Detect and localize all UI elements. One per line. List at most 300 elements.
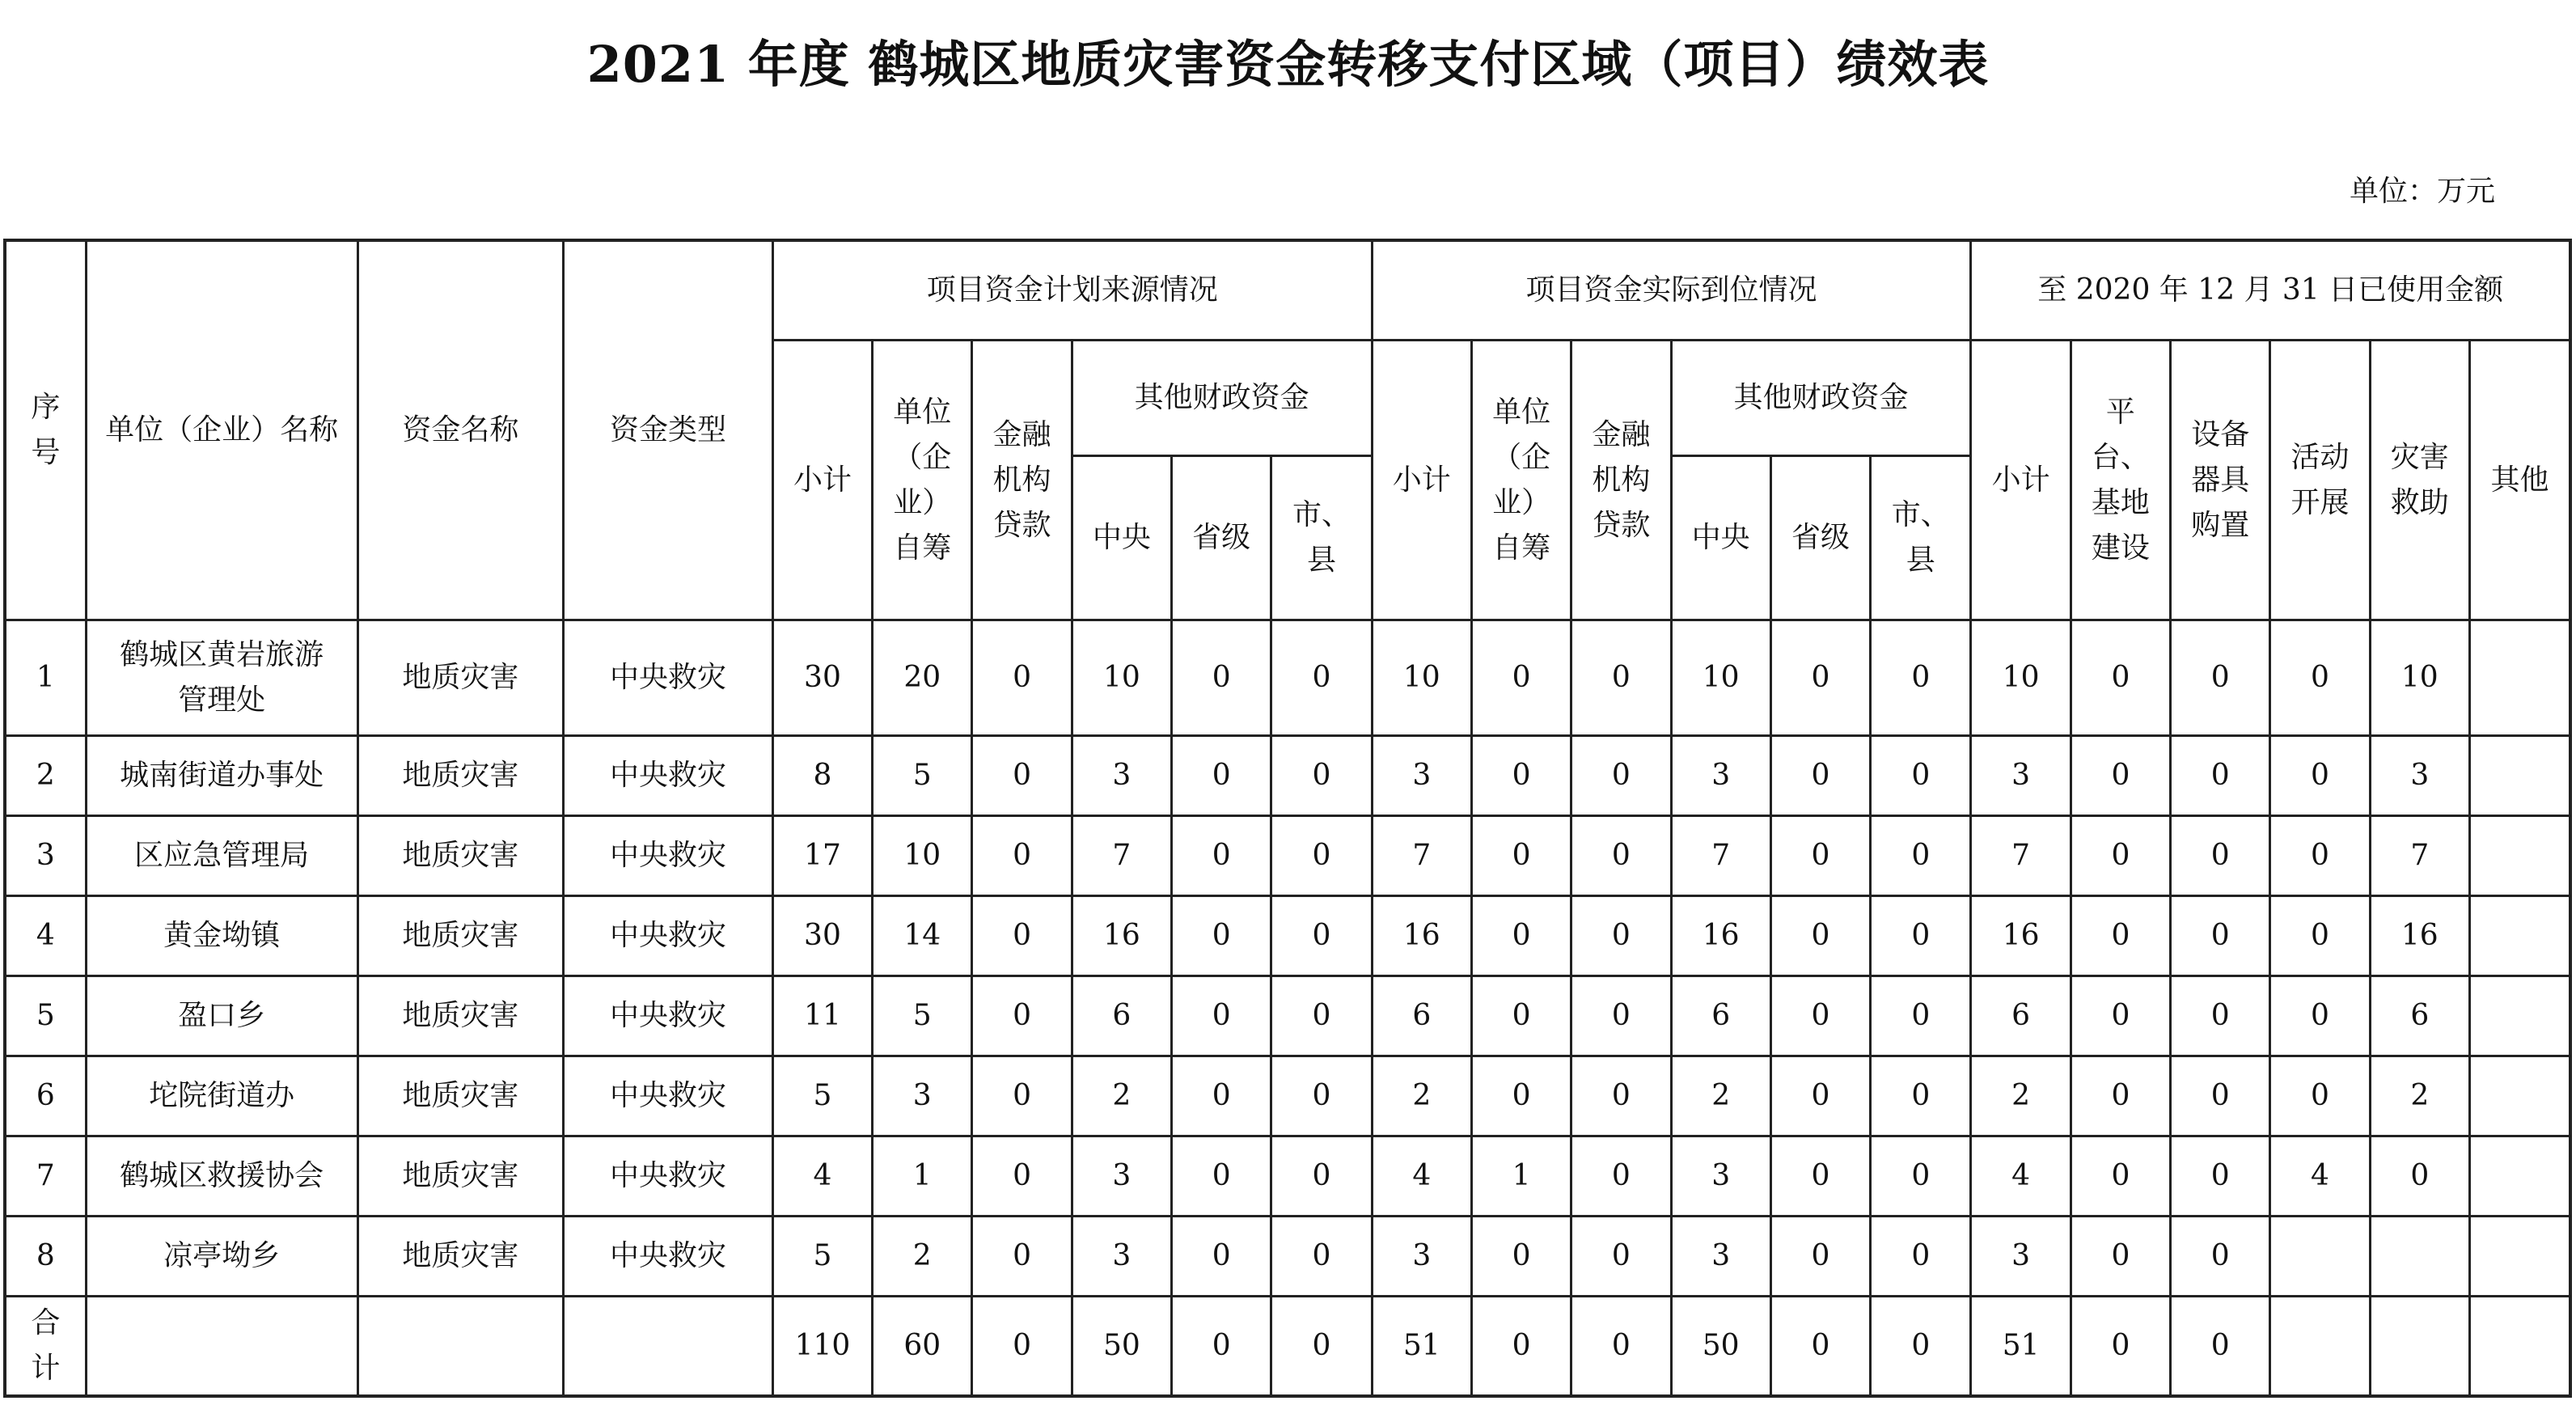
cell-total-value [2071, 1297, 2170, 1397]
cell-value-text: 17 [804, 839, 841, 872]
cell-value-text: 0 [2111, 999, 2130, 1032]
cell-unit-name [86, 976, 357, 1056]
cell-value-text: 0 [2111, 1159, 2130, 1192]
header-actual-central: 中央 [1671, 456, 1770, 620]
cell-total-value [873, 1297, 972, 1397]
cell-total-value [2171, 1297, 2270, 1397]
cell-value [2370, 1136, 2469, 1217]
cell-value-text: 0 [2311, 839, 2329, 872]
cell-value-text: 10 [2400, 661, 2439, 694]
cell-total-value [1571, 1297, 1671, 1397]
cell-value-text: 0 [1911, 1159, 1931, 1192]
cell-value [1971, 1136, 2071, 1217]
cell-value [1770, 620, 1870, 736]
table-row [5, 816, 2570, 896]
cell-unit-name-text: 鹤城区黄岩旅游 管理处 [120, 638, 324, 717]
cell-value [1871, 736, 1971, 816]
cell-value-text: 0 [1312, 919, 1331, 952]
cell-value [1372, 1136, 1471, 1217]
cell-value [2171, 976, 2270, 1056]
cell-value-text: 0 [1212, 919, 1231, 952]
cell-value-text: 4 [1412, 1159, 1432, 1192]
cell-value [1372, 816, 1471, 896]
cell-value [2071, 976, 2170, 1056]
cell-value [2171, 1136, 2270, 1217]
cell-value [972, 620, 1072, 736]
cell-value-text: 5 [813, 1239, 832, 1272]
cell-value [772, 1217, 872, 1297]
cell-value-text: 3 [1711, 1239, 1731, 1272]
cell-value [1971, 620, 2071, 736]
total-row [5, 1297, 2570, 1397]
cell-unit-name-text: 坨院街道办 [149, 1079, 295, 1112]
cell-value-text: 6 [2410, 999, 2430, 1032]
cell-value [1372, 896, 1471, 976]
cell-value [2469, 976, 2570, 1056]
cell-value [1971, 976, 2071, 1056]
cell-total-value [1172, 1297, 1271, 1397]
cell-value [2071, 1056, 2170, 1136]
cell-value [1971, 896, 2071, 976]
cell-value-text: 0 [2210, 661, 2230, 694]
cell-value-text: 0 [1911, 661, 1931, 694]
cell-total-label-text: 合 计 [31, 1306, 61, 1385]
cell-fund-type [564, 1217, 773, 1297]
cell-seq [5, 1136, 86, 1217]
cell-value [1271, 1217, 1372, 1297]
cell-value [1471, 736, 1571, 816]
cell-value-text: 10 [1702, 661, 1740, 694]
cell-value [972, 896, 1072, 976]
cell-value [2270, 1056, 2370, 1136]
cell-seq-text: 2 [36, 759, 55, 792]
cell-value-text: 0 [1013, 919, 1031, 952]
header-group-used: 至 2020 年 12 月 31 日已使用金额 [1971, 240, 2570, 341]
cell-seq-text: 6 [36, 1079, 55, 1112]
cell-value [1072, 1136, 1171, 1217]
cell-value [1971, 1217, 2071, 1297]
cell-value-text: 0 [2410, 1159, 2430, 1192]
cell-unit-name [86, 620, 357, 736]
cell-value-text: 3 [2410, 759, 2430, 792]
cell-value-text: 4 [2311, 1159, 2329, 1192]
header-used-equipment: 设备 器具 购置 [2171, 341, 2270, 620]
cell-value-text: 0 [1212, 839, 1231, 872]
cell-value-text: 10 [1102, 661, 1140, 694]
table-row [5, 1136, 2570, 1217]
table-row [5, 1217, 2570, 1297]
cell-value [2171, 1217, 2270, 1297]
cell-value [1271, 816, 1372, 896]
cell-unit-name [86, 1297, 357, 1397]
cell-value-text: 0 [1811, 919, 1830, 952]
cell-value [1571, 1217, 1671, 1297]
cell-value [873, 896, 972, 976]
cell-value-text: 2 [2410, 1079, 2430, 1112]
cell-value [772, 1056, 872, 1136]
cell-fund-name-text: 地质灾害 [402, 1239, 519, 1272]
cell-value-text: 0 [2111, 759, 2130, 792]
cell-value [1571, 736, 1671, 816]
cell-value-text: 0 [2311, 661, 2329, 694]
cell-value [2071, 1136, 2170, 1217]
cell-total-value [972, 1297, 1072, 1397]
cell-value-text: 6 [1112, 999, 1131, 1032]
header-used-other: 其他 [2469, 341, 2570, 620]
cell-value [1072, 1056, 1171, 1136]
cell-value-text: 0 [1811, 1079, 1830, 1112]
cell-value-text: 6 [1711, 999, 1731, 1032]
cell-fund-type-text: 中央救灾 [609, 759, 726, 792]
unit-label: 单位：万元 [2349, 175, 2495, 208]
cell-value-text: 3 [2011, 1239, 2031, 1272]
cell-seq-text: 8 [36, 1239, 55, 1272]
cell-value [2270, 896, 2370, 976]
cell-fund-name-text: 地质灾害 [402, 919, 519, 952]
cell-value-text: 4 [2011, 1159, 2031, 1192]
cell-value [1871, 976, 1971, 1056]
cell-value-text: 3 [1711, 1159, 1731, 1192]
cell-value [1471, 896, 1571, 976]
cell-value [2171, 620, 2270, 736]
cell-fund-type-text: 中央救灾 [609, 1159, 726, 1192]
cell-value-text: 0 [1911, 999, 1931, 1032]
cell-value-text: 0 [1611, 1079, 1631, 1112]
cell-value [1471, 620, 1571, 736]
cell-value [1372, 1217, 1471, 1297]
header-actual-provincial: 省级 [1770, 456, 1870, 620]
cell-value-text: 0 [1911, 1079, 1931, 1112]
cell-value-text: 0 [1611, 999, 1631, 1032]
cell-fund-name-text: 地质灾害 [402, 1159, 519, 1192]
cell-unit-name [86, 1136, 357, 1217]
cell-value-text: 0 [2111, 1239, 2130, 1272]
cell-value-text: 0 [1312, 661, 1331, 694]
cell-value [2071, 736, 2170, 816]
cell-value-text: 3 [1711, 759, 1731, 792]
cell-value [1172, 1056, 1271, 1136]
cell-seq-text: 5 [36, 999, 55, 1032]
cell-total-value-text: 0 [1312, 1329, 1331, 1362]
cell-value-text: 16 [1402, 919, 1440, 952]
cell-value [772, 620, 872, 736]
cell-value-text: 5 [912, 999, 932, 1032]
cell-value [1671, 1217, 1770, 1297]
cell-seq-text: 7 [36, 1159, 55, 1192]
cell-unit-name-text: 鹤城区救援协会 [120, 1159, 324, 1192]
cell-value [2370, 976, 2469, 1056]
cell-value-text: 2 [912, 1239, 932, 1272]
cell-value-text: 3 [2011, 759, 2031, 792]
cell-value-text: 0 [1611, 661, 1631, 694]
cell-value-text: 0 [1911, 839, 1931, 872]
cell-value [772, 1136, 872, 1217]
cell-value [1770, 896, 1870, 976]
cell-fund-type [564, 1136, 773, 1217]
cell-value-text: 10 [2002, 661, 2040, 694]
cell-value [1072, 816, 1171, 896]
cell-value-text: 0 [2111, 919, 2130, 952]
cell-value [2469, 620, 2570, 736]
cell-value-text: 0 [1212, 759, 1231, 792]
cell-fund-type-text: 中央救灾 [609, 839, 726, 872]
cell-value-text: 0 [1212, 1079, 1231, 1112]
cell-value-text: 0 [2311, 999, 2329, 1032]
cell-value [1372, 736, 1471, 816]
cell-unit-name [86, 736, 357, 816]
cell-value-text: 10 [903, 839, 941, 872]
cell-value [2270, 736, 2370, 816]
cell-value [2469, 896, 2570, 976]
cell-value [1671, 1136, 1770, 1217]
cell-value [1072, 976, 1171, 1056]
cell-value [2469, 1136, 2570, 1217]
cell-value-text: 0 [1013, 1159, 1031, 1192]
cell-seq [5, 620, 86, 736]
cell-unit-name-text: 黄金坳镇 [163, 919, 281, 952]
cell-fund-name-text: 地质灾害 [402, 759, 519, 792]
cell-value [2370, 1217, 2469, 1297]
cell-value [1671, 896, 1770, 976]
cell-total-value-text: 0 [1212, 1329, 1231, 1362]
cell-fund-type-text: 中央救灾 [609, 661, 726, 694]
cell-fund-name-text: 地质灾害 [402, 999, 519, 1032]
cell-value [1271, 736, 1372, 816]
cell-value-text: 0 [1512, 1239, 1531, 1272]
cell-seq [5, 816, 86, 896]
cell-value-text: 16 [2002, 919, 2040, 952]
cell-value [2071, 1217, 2170, 1297]
cell-value [2071, 896, 2170, 976]
cell-total-value-text: 0 [1911, 1329, 1931, 1362]
cell-value-text: 7 [1412, 839, 1432, 872]
cell-value [1172, 1217, 1271, 1297]
cell-value-text: 0 [1312, 1079, 1331, 1112]
header-group-actual: 项目资金实际到位情况 [1372, 240, 1971, 341]
cell-value [2171, 1056, 2270, 1136]
cell-fund-name [357, 1056, 564, 1136]
cell-value [1671, 1056, 1770, 1136]
table-row [5, 620, 2570, 736]
cell-value-text: 7 [2011, 839, 2031, 872]
cell-fund-type-text: 中央救灾 [609, 919, 726, 952]
cell-value [1871, 816, 1971, 896]
cell-value-text: 0 [1811, 839, 1830, 872]
cell-seq [5, 1056, 86, 1136]
cell-total-value-text: 50 [1702, 1329, 1740, 1362]
cell-value-text: 0 [1013, 1079, 1031, 1112]
cell-value-text: 0 [2210, 1159, 2230, 1192]
cell-total-value-text: 0 [1811, 1329, 1830, 1362]
cell-value [972, 1056, 1072, 1136]
cell-value-text: 4 [813, 1159, 832, 1192]
cell-fund-name-text: 地质灾害 [402, 1079, 519, 1112]
cell-value-text: 0 [1911, 1239, 1931, 1272]
cell-unit-name [86, 896, 357, 976]
cell-value-text: 3 [1412, 1239, 1432, 1272]
cell-value-text: 14 [903, 919, 941, 952]
cell-unit-name-text: 城南街道办事处 [120, 759, 324, 792]
cell-total-value-text: 110 [794, 1329, 851, 1362]
cell-value-text: 0 [1911, 759, 1931, 792]
cell-value-text: 0 [1013, 999, 1031, 1032]
cell-value-text: 0 [1312, 999, 1331, 1032]
cell-value [772, 816, 872, 896]
cell-value [972, 1217, 1072, 1297]
header-row-1 [5, 240, 2570, 341]
cell-value-text: 8 [813, 759, 832, 792]
cell-value-text: 3 [1112, 759, 1131, 792]
cell-fund-name [357, 620, 564, 736]
table-row [5, 896, 2570, 976]
cell-value-text: 0 [2311, 759, 2329, 792]
cell-value [1571, 816, 1671, 896]
cell-value-text: 0 [1611, 919, 1631, 952]
cell-value [1072, 896, 1171, 976]
cell-value-text: 0 [1013, 759, 1031, 792]
header-plan-city-county: 市、 县 [1271, 456, 1372, 620]
cell-value-text: 0 [1512, 839, 1531, 872]
cell-value [1571, 1056, 1671, 1136]
header-fund-name: 资金名称 [357, 240, 564, 620]
header-actual-self-raised: 单位 （企 业） 自筹 [1471, 341, 1571, 620]
cell-value-text: 0 [1611, 1239, 1631, 1272]
cell-value [2469, 816, 2570, 896]
cell-value-text: 0 [1312, 839, 1331, 872]
cell-value-text: 0 [1312, 1239, 1331, 1272]
cell-value [1471, 816, 1571, 896]
cell-value-text: 16 [1702, 919, 1740, 952]
cell-value [1671, 620, 1770, 736]
cell-total-value-text: 50 [1102, 1329, 1140, 1362]
cell-total-value [1971, 1297, 2071, 1397]
header-actual-bank-loan: 金融 机构 贷款 [1571, 341, 1671, 620]
cell-value-text: 7 [2410, 839, 2430, 872]
cell-value [1172, 976, 1271, 1056]
header-plan-central: 中央 [1072, 456, 1171, 620]
cell-total-value [1671, 1297, 1770, 1397]
cell-value [1671, 816, 1770, 896]
cell-total-value-text: 0 [2111, 1329, 2130, 1362]
header-fund-type: 资金类型 [564, 240, 773, 620]
cell-value [2469, 1056, 2570, 1136]
cell-value-text: 0 [1212, 661, 1231, 694]
cell-value [1072, 620, 1171, 736]
cell-seq [5, 1217, 86, 1297]
cell-value [1372, 620, 1471, 736]
cell-value-text: 0 [1911, 919, 1931, 952]
cell-value [2171, 736, 2270, 816]
cell-fund-name [357, 816, 564, 896]
cell-value [1770, 736, 1870, 816]
cell-value-text: 5 [813, 1079, 832, 1112]
cell-value-text: 3 [1112, 1159, 1131, 1192]
cell-value [772, 896, 872, 976]
cell-value [2270, 620, 2370, 736]
cell-value [1271, 1056, 1372, 1136]
cell-value [873, 816, 972, 896]
cell-fund-type [564, 736, 773, 816]
cell-value [1072, 1217, 1171, 1297]
cell-value-text: 0 [1212, 1159, 1231, 1192]
cell-value-text: 0 [1811, 759, 1830, 792]
cell-total-value-text: 0 [2210, 1329, 2230, 1362]
cell-total-value [1770, 1297, 1870, 1397]
cell-value-text: 0 [1512, 1079, 1531, 1112]
cell-unit-name [86, 816, 357, 896]
cell-total-value [2370, 1297, 2469, 1397]
cell-fund-type [564, 976, 773, 1056]
cell-value-text: 2 [1412, 1079, 1432, 1112]
cell-value-text: 2 [1112, 1079, 1131, 1112]
cell-value [873, 1136, 972, 1217]
cell-value-text: 0 [1811, 999, 1830, 1032]
cell-total-value [1072, 1297, 1171, 1397]
cell-value-text: 0 [1611, 839, 1631, 872]
cell-value-text: 0 [1512, 759, 1531, 792]
cell-value [1571, 896, 1671, 976]
cell-value [1372, 976, 1471, 1056]
cell-value [1871, 1056, 1971, 1136]
cell-total-value [1372, 1297, 1471, 1397]
cell-value [873, 976, 972, 1056]
cell-value-text: 6 [2011, 999, 2031, 1032]
cell-value-text: 0 [2111, 661, 2130, 694]
cell-value [1770, 1136, 1870, 1217]
cell-value-text: 2 [1711, 1079, 1731, 1112]
table-row [5, 976, 2570, 1056]
cell-total-value-text: 51 [1402, 1329, 1440, 1362]
cell-total-value [2270, 1297, 2370, 1397]
cell-unit-name-text: 凉亭坳乡 [163, 1239, 281, 1272]
cell-fund-name [357, 976, 564, 1056]
cell-value [1671, 736, 1770, 816]
cell-total-value [1871, 1297, 1971, 1397]
cell-value [1971, 816, 2071, 896]
cell-value [873, 736, 972, 816]
cell-value-text: 30 [804, 661, 841, 694]
cell-fund-name [357, 1297, 564, 1397]
cell-fund-name [357, 736, 564, 816]
cell-unit-name [86, 1056, 357, 1136]
cell-value [1471, 1217, 1571, 1297]
cell-fund-type [564, 896, 773, 976]
cell-value [2370, 1056, 2469, 1136]
table-row [5, 736, 2570, 816]
cell-value-text: 0 [1013, 839, 1031, 872]
cell-value-text: 0 [1811, 661, 1830, 694]
cell-value [1871, 1217, 1971, 1297]
cell-value [1072, 736, 1171, 816]
cell-total-value-text: 0 [1611, 1329, 1631, 1362]
cell-value [1571, 1136, 1671, 1217]
cell-value-text: 0 [1212, 1239, 1231, 1272]
cell-seq [5, 736, 86, 816]
page-title: 2021 年度 鹤城区地质灾害资金转移支付区域（项目）绩效表 [586, 35, 1990, 94]
cell-value-text: 0 [1013, 661, 1031, 694]
header-used-disaster-relief: 灾害 救助 [2370, 341, 2469, 620]
header-plan-provincial: 省级 [1172, 456, 1271, 620]
header-actual-city-county: 市、 县 [1871, 456, 1971, 620]
cell-value [2469, 736, 2570, 816]
header-seq: 序 号 [5, 240, 86, 620]
cell-value [2071, 620, 2170, 736]
cell-value [1471, 1056, 1571, 1136]
cell-value-text: 0 [1512, 919, 1531, 952]
cell-fund-type [564, 816, 773, 896]
cell-value-text: 20 [903, 661, 941, 694]
cell-value [1172, 1136, 1271, 1217]
